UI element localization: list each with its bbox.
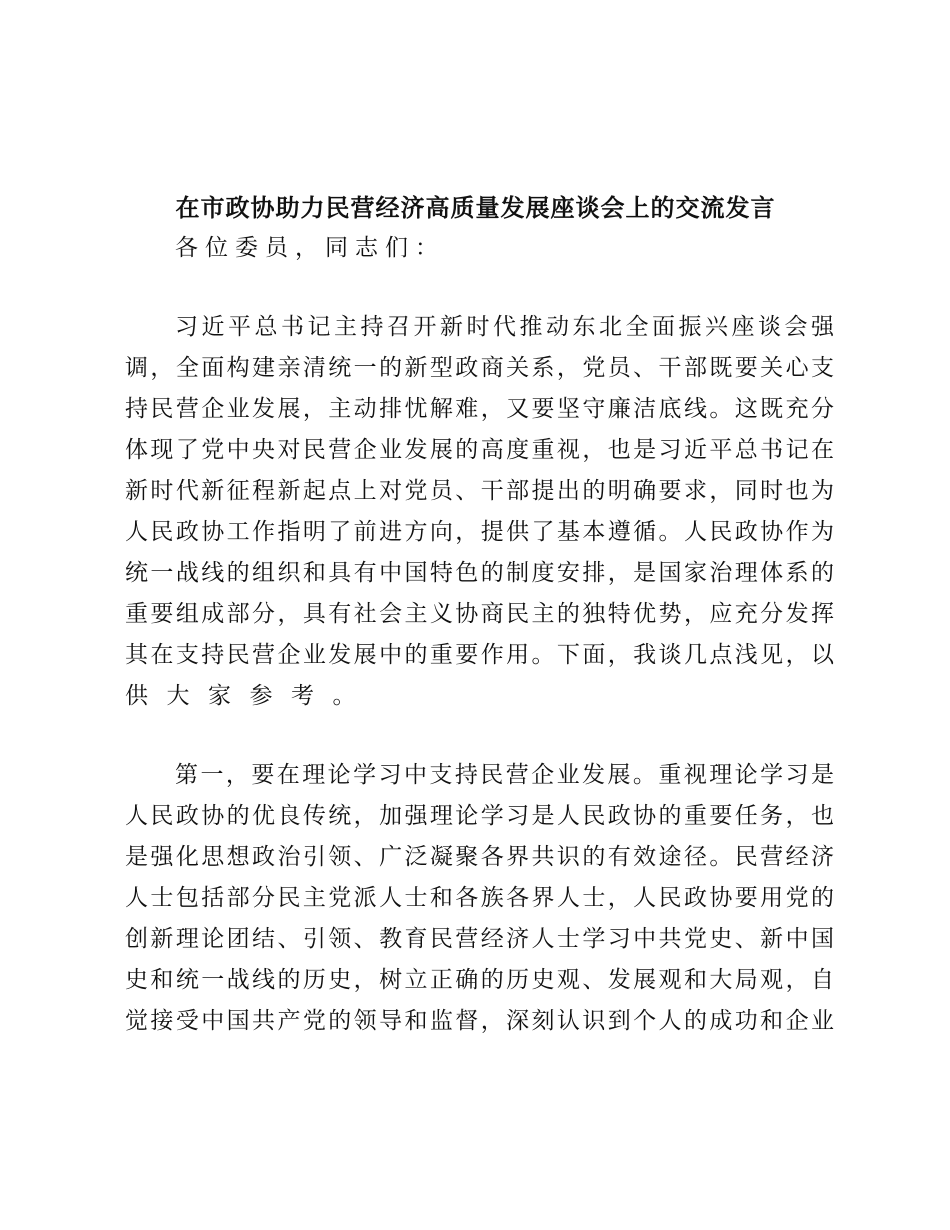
text-line: 是强化思想政治引领、广泛凝聚各界共识的有效途径。民营经济 bbox=[125, 844, 834, 870]
text-line: 习近平总书记主持召开新时代推动东北全面振兴座谈会强 bbox=[175, 314, 834, 340]
text-line: 新时代新征程新起点上对党员、干部提出的明确要求，同时也为 bbox=[125, 478, 834, 504]
document-title: 在市政协助力民营经济高质量发展座谈会上的交流发言 bbox=[175, 193, 776, 222]
text-line: 统一战线的组织和具有中国特色的制度安排，是国家治理体系的 bbox=[125, 560, 834, 586]
text-line: 调，全面构建亲清统一的新型政商关系，党员、干部既要关心支 bbox=[125, 355, 834, 381]
paragraph bbox=[125, 755, 834, 1042]
paragraph bbox=[125, 307, 834, 717]
document-body bbox=[125, 307, 834, 1042]
text-line: 创新理论团结、引领、教育民营经济人士学习中共党史、新中国 bbox=[125, 926, 834, 952]
text-line: 持民营企业发展，主动排忧解难，又要坚守廉洁底线。这既充分 bbox=[125, 396, 834, 422]
text-line: 人士包括部分民主党派人士和各族各界人士，人民政协要用党的 bbox=[125, 885, 834, 911]
text-line: 其在支持民营企业发展中的重要作用。下面，我谈几点浅见，以 bbox=[125, 642, 834, 668]
text-line: 体现了党中央对民营企业发展的高度重视，也是习近平总书记在 bbox=[125, 437, 834, 463]
text-line: 觉接受中国共产党的领导和监督，深刻认识到个人的成功和企业 bbox=[125, 1008, 834, 1034]
text-line: 史和统一战线的历史，树立正确的历史观、发展观和大局观，自 bbox=[125, 967, 834, 993]
text-line: 人民政协工作指明了前进方向，提供了基本遵循。人民政协作为 bbox=[125, 519, 834, 545]
text-line: 重要组成部分，具有社会主义协商民主的独特优势，应充分发挥 bbox=[125, 601, 834, 627]
text-line: 第一，要在理论学习中支持民营企业发展。重视理论学习是 bbox=[175, 762, 834, 788]
salutation: 各位委员，同志们： bbox=[175, 235, 445, 261]
document-page bbox=[125, 188, 834, 1042]
text-line: 人民政协的优良传统，加强理论学习是人民政协的重要任务，也 bbox=[125, 803, 834, 829]
text-line: 供大家参考。 bbox=[125, 683, 374, 709]
